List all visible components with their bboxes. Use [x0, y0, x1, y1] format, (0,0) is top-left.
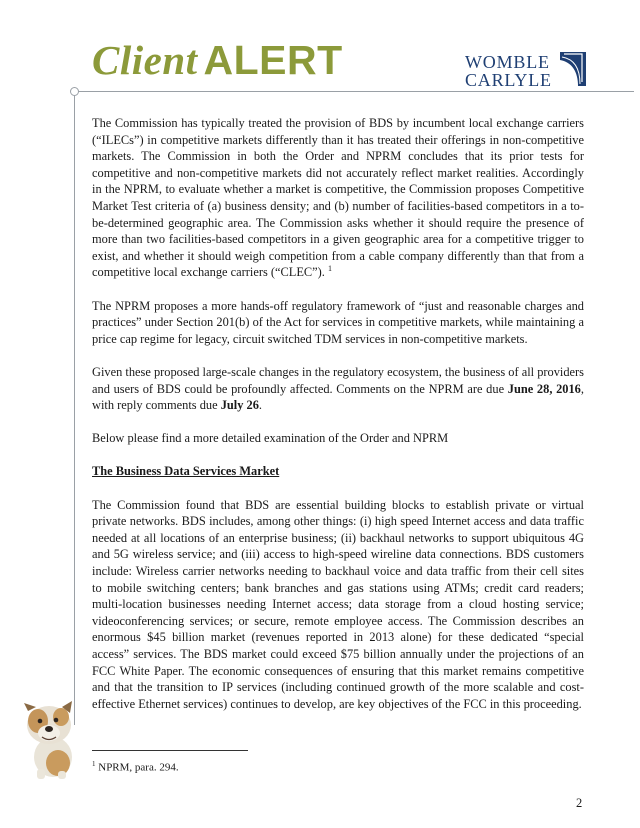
footnote-1: [92, 760, 179, 774]
logo-line-womble: WOMBLE: [465, 52, 550, 72]
bulldog-mascot-icon: [22, 695, 80, 780]
title-word-client: Client: [92, 37, 198, 83]
womble-carlyle-logo: [465, 50, 590, 90]
article-body: [92, 115, 584, 729]
header-rule: [74, 91, 634, 92]
paragraph-detailed-exam: Below please find a more detailed examination of the Order and NPRM: [92, 431, 449, 446]
reply-due-date: July 26: [220, 398, 259, 413]
footnote-number: 1: [92, 760, 96, 768]
footnote-separator: [92, 750, 248, 751]
client-alert-title: [92, 37, 343, 83]
logo-arch-icon: [558, 50, 588, 88]
page-number: 2: [576, 796, 583, 810]
paragraph-comment-dates: Given these proposed large-scale changes in the regulatory ecosystem, the business of all providers and users of BDS could be profoundly affected. Comments on the NPRM are due June 28, 2016, with reply comments due July 26.: [92, 364, 584, 413]
title-word-alert: ALERT: [203, 37, 343, 83]
footnote-text: NPRM, para. 294.: [98, 761, 179, 774]
logo-line-carlyle: CARLYLE: [465, 70, 552, 90]
paragraph-ilec-treatment: The Commission has typically treated the provision of BDS by incumbent local exchange carriers (“ILECs”) in competitive markets differently than it has treated their offerings in non-competitive markets. The Commission in both the Order and NPRM concludes that its prior tests for competitive and non-competitive markets did not accurately reflect market realities. Accordingly in the NPRM, to evaluate whether a market is competitive, the Commission proposes Competitive Market Test criteria of (a) business density; and (b) number of facilities-based competitors in a to-be-determined geographic area. The Commission asks whether it should require the presence of more than two facilities-based competitors in a given geographic area for a competitive trigger to exist, and whether it should weigh competition from a cable company differently than that from a competitive local exchange carriers (“CLEC”). $^1$: [92, 116, 584, 280]
paragraph-regulatory-framework: The NPRM proposes a more hands-off regulatory framework of “just and reasonable charges and practices” under Section 201(b) of the Act for services in competitive markets, while maintaining a price cap regime for legacy, circuit switched TDM services in non-competitive markets.: [92, 298, 584, 346]
paragraph-bds-market: The Commission found that BDS are essential building blocks to establish private or virtual private networks. BDS includes, among other things: (i) high speed Internet access and data traffic needed at all locations of an enterprise business; (ii) backhaul networks to support ubiquitous 4G and 5G wireless service; and (iii) access to high-speed wireline data connections. BDS customers include: Wireless carrier networks needing to backhaul voice and data traffic from their cell sites to mobile switching centers; bank branches and gas stations using ATMs; credit card readers; multi-location businesses needing Internet access; data storage from a cloud hosting service; videoconferencing services; or secure, remote employee access. The Commission describes an enormous $45 billion market (revenues reported in 2013 alone) for these dedicated “special access” services. The BDS market could exceed $75 billion annually under the projections of an FCC White Paper. The economic consequences of ensuring that this market remains competitive and that the transition to IP services (including continued growth of the more scalable and cost-effective Ethernet services) continues to develop, are key objectives of the FCC in this proceeding.: [92, 497, 584, 711]
margin-rule: [74, 95, 75, 725]
comment-due-date: June 28, 2016: [507, 381, 581, 396]
section-heading-bds-market: The Business Data Services Market: [92, 464, 280, 479]
footnote-ref[interactable]: 1: [328, 264, 333, 274]
